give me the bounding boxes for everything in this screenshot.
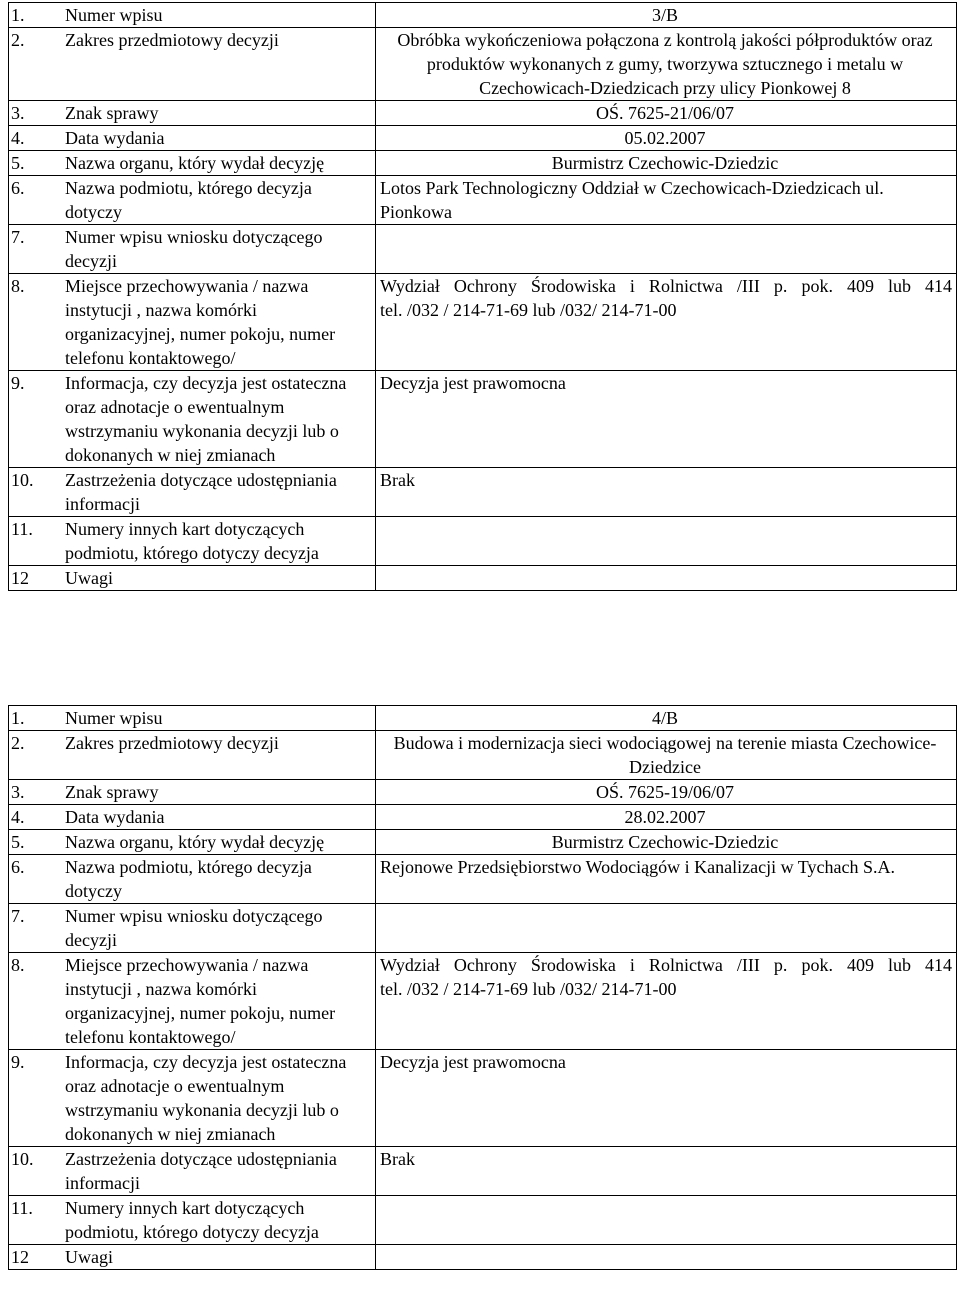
row-number: 12 bbox=[11, 568, 29, 588]
row-label: Zastrzeżenia dotyczące udostępniania informacji bbox=[65, 470, 337, 514]
row-label: Uwagi bbox=[65, 568, 113, 588]
row-label: Numer wpisu wniosku dotyczącego decyzji bbox=[65, 906, 323, 950]
row-label: Informacja, czy decyzja jest ostateczna oraz adnotacje o ewentualnym wstrzymaniu wykonania decyzji lub o dokonanych w niej zmianach bbox=[65, 1052, 347, 1144]
label-cell bbox=[9, 706, 376, 731]
row-decision-scope bbox=[9, 731, 957, 780]
issuing-authority-value: Burmistrz Czechowic-Dziedzic bbox=[376, 830, 957, 855]
row-number: 3. bbox=[11, 782, 25, 802]
row-number: 5. bbox=[11, 832, 25, 852]
subject-entity-value: Rejonowe Przedsiębiorstwo Wodociągów i Kanalizacji w Tychach S.A. bbox=[376, 855, 957, 904]
label-cell bbox=[9, 855, 376, 904]
row-label: Numery innych kart dotyczących podmiotu, którego dotyczy decyzja bbox=[65, 1198, 319, 1242]
row-number: 6. bbox=[11, 857, 25, 877]
label-cell bbox=[9, 1196, 376, 1245]
record-card-3b bbox=[8, 2, 956, 591]
row-access-restrictions bbox=[9, 468, 957, 517]
row-number: 10. bbox=[11, 1149, 34, 1169]
label-cell bbox=[9, 28, 376, 101]
row-entry-number bbox=[9, 3, 957, 28]
row-number: 1. bbox=[11, 708, 25, 728]
record-card-4b bbox=[8, 705, 956, 1270]
row-case-number bbox=[9, 780, 957, 805]
notes-value bbox=[376, 1245, 957, 1270]
case-number-value: OŚ. 7625-19/06/07 bbox=[376, 780, 957, 805]
label-cell bbox=[9, 371, 376, 468]
label-cell bbox=[9, 953, 376, 1050]
label-cell bbox=[9, 225, 376, 274]
row-number: 11. bbox=[11, 1198, 33, 1218]
entry-number-value: 4/B bbox=[376, 706, 957, 731]
row-label: Numer wpisu bbox=[65, 5, 163, 25]
row-number: 9. bbox=[11, 373, 25, 393]
row-notes bbox=[9, 566, 957, 591]
row-subject-entity bbox=[9, 176, 957, 225]
row-number: 4. bbox=[11, 128, 25, 148]
access-restrictions-value: Brak bbox=[376, 1147, 957, 1196]
issue-date-value: 05.02.2007 bbox=[376, 126, 957, 151]
access-restrictions-value: Brak bbox=[376, 468, 957, 517]
row-number: 2. bbox=[11, 30, 25, 50]
row-label: Uwagi bbox=[65, 1247, 113, 1267]
row-label: Zakres przedmiotowy decyzji bbox=[65, 30, 279, 50]
row-number: 7. bbox=[11, 906, 25, 926]
label-cell bbox=[9, 101, 376, 126]
row-access-restrictions bbox=[9, 1147, 957, 1196]
finality-info-value: Decyzja jest prawomocna bbox=[376, 371, 957, 468]
other-cards-value bbox=[376, 1196, 957, 1245]
label-cell bbox=[9, 904, 376, 953]
decision-scope-value: Budowa i modernizacja sieci wodociągowej na terenie miasta Czechowice-Dziedzice bbox=[376, 731, 957, 780]
storage-location-value bbox=[376, 274, 957, 371]
issue-date-value: 28.02.2007 bbox=[376, 805, 957, 830]
label-cell bbox=[9, 1245, 376, 1270]
row-number: 7. bbox=[11, 227, 25, 247]
row-label: Nazwa podmiotu, którego decyzja dotyczy bbox=[65, 178, 312, 222]
row-number: 9. bbox=[11, 1052, 25, 1072]
label-cell bbox=[9, 151, 376, 176]
row-number: 2. bbox=[11, 733, 25, 753]
label-cell bbox=[9, 830, 376, 855]
row-label: Nazwa organu, który wydał decyzję bbox=[65, 832, 325, 852]
row-number: 1. bbox=[11, 5, 25, 25]
row-label: Nazwa podmiotu, którego decyzja dotyczy bbox=[65, 857, 312, 901]
case-number-value: OŚ. 7625-21/06/07 bbox=[376, 101, 957, 126]
issuing-authority-value: Burmistrz Czechowic-Dziedzic bbox=[376, 151, 957, 176]
row-number: 11. bbox=[11, 519, 33, 539]
row-label: Nazwa organu, który wydał decyzję bbox=[65, 153, 325, 173]
row-label: Miejsce przechowywania / nazwa instytucji , nazwa komórki organizacyjnej, numer pokoju, numer telefonu kontaktowego/ bbox=[65, 276, 336, 368]
row-issue-date bbox=[9, 805, 957, 830]
row-label: Numer wpisu bbox=[65, 708, 163, 728]
row-other-cards bbox=[9, 517, 957, 566]
row-issue-date bbox=[9, 126, 957, 151]
row-label: Informacja, czy decyzja jest ostateczna oraz adnotacje o ewentualnym wstrzymaniu wykonania decyzji lub o dokonanych w niej zmianach bbox=[65, 373, 347, 465]
storage-location-line-2: tel. /032 / 214-71-69 lub /032/ 214-71-00 bbox=[380, 300, 677, 320]
label-cell bbox=[9, 780, 376, 805]
label-cell bbox=[9, 566, 376, 591]
storage-location-line-1: Wydział Ochrony Środowiska i Rolnictwa /III p. pok. 409 lub 414 bbox=[380, 276, 952, 296]
row-issuing-authority bbox=[9, 830, 957, 855]
storage-location-line-1: Wydział Ochrony Środowiska i Rolnictwa /III p. pok. 409 lub 414 bbox=[380, 955, 952, 975]
decision-scope-value: Obróbka wykończeniowa połączona z kontrolą jakości półproduktów oraz produktów wykonanych z gumy, tworzywa sztucznego i metalu w Czechowicach-Dziedzicach przy ulicy Pionkowej 8 bbox=[376, 28, 957, 101]
row-label: Zastrzeżenia dotyczące udostępniania informacji bbox=[65, 1149, 337, 1193]
row-number: 8. bbox=[11, 955, 25, 975]
row-entry-number bbox=[9, 706, 957, 731]
application-number-value bbox=[376, 904, 957, 953]
finality-info-value: Decyzja jest prawomocna bbox=[376, 1050, 957, 1147]
row-storage-location bbox=[9, 274, 957, 371]
label-cell bbox=[9, 517, 376, 566]
row-number: 10. bbox=[11, 470, 34, 490]
row-number: 5. bbox=[11, 153, 25, 173]
row-label: Zakres przedmiotowy decyzji bbox=[65, 733, 279, 753]
decision-table bbox=[8, 2, 957, 591]
row-label: Miejsce przechowywania / nazwa instytucji , nazwa komórki organizacyjnej, numer pokoju, numer telefonu kontaktowego/ bbox=[65, 955, 336, 1047]
row-subject-entity bbox=[9, 855, 957, 904]
row-label: Znak sprawy bbox=[65, 782, 159, 802]
label-cell bbox=[9, 3, 376, 28]
row-application-number bbox=[9, 225, 957, 274]
row-application-number bbox=[9, 904, 957, 953]
row-decision-scope bbox=[9, 28, 957, 101]
storage-location-value bbox=[376, 953, 957, 1050]
label-cell bbox=[9, 1147, 376, 1196]
row-case-number bbox=[9, 101, 957, 126]
row-label: Data wydania bbox=[65, 128, 165, 148]
row-label: Znak sprawy bbox=[65, 103, 159, 123]
other-cards-value bbox=[376, 517, 957, 566]
notes-value bbox=[376, 566, 957, 591]
label-cell bbox=[9, 1050, 376, 1147]
row-label: Numery innych kart dotyczących podmiotu, którego dotyczy decyzja bbox=[65, 519, 319, 563]
label-cell bbox=[9, 176, 376, 225]
label-cell bbox=[9, 126, 376, 151]
label-cell bbox=[9, 468, 376, 517]
row-number: 3. bbox=[11, 103, 25, 123]
row-label: Numer wpisu wniosku dotyczącego decyzji bbox=[65, 227, 323, 271]
row-number: 6. bbox=[11, 178, 25, 198]
row-number: 12 bbox=[11, 1247, 29, 1267]
entry-number-value: 3/B bbox=[376, 3, 957, 28]
row-other-cards bbox=[9, 1196, 957, 1245]
label-cell bbox=[9, 274, 376, 371]
application-number-value bbox=[376, 225, 957, 274]
decision-table bbox=[8, 705, 957, 1270]
row-number: 8. bbox=[11, 276, 25, 296]
label-cell bbox=[9, 805, 376, 830]
row-finality-info bbox=[9, 1050, 957, 1147]
subject-entity-value: Lotos Park Technologiczny Oddział w Czechowicach-Dziedzicach ul. Pionkowa bbox=[376, 176, 957, 225]
row-notes bbox=[9, 1245, 957, 1270]
row-finality-info bbox=[9, 371, 957, 468]
label-cell bbox=[9, 731, 376, 780]
row-issuing-authority bbox=[9, 151, 957, 176]
row-storage-location bbox=[9, 953, 957, 1050]
row-number: 4. bbox=[11, 807, 25, 827]
storage-location-line-2: tel. /032 / 214-71-69 lub /032/ 214-71-00 bbox=[380, 979, 677, 999]
row-label: Data wydania bbox=[65, 807, 165, 827]
